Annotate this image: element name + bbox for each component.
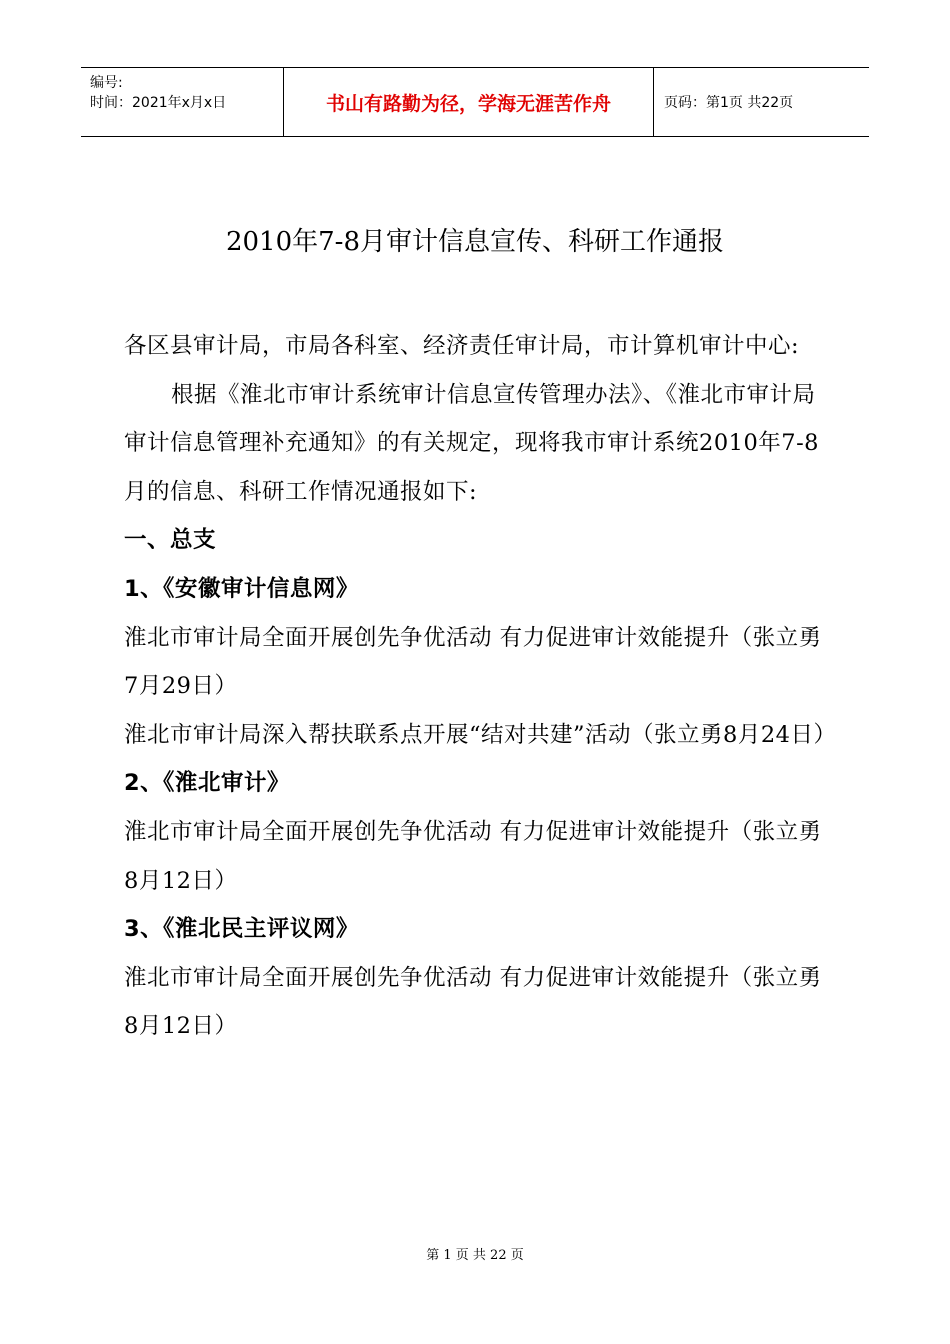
addressee: 各区县审计局，市局各科室、经济责任审计局，市计算机审计中心: <box>124 333 800 359</box>
document-header <box>81 67 869 137</box>
list-item: 淮北市审计局深入帮扶联系点开展“结对共建”活动（张立勇8月24日） <box>124 721 837 748</box>
subsection-heading: 3、《淮北民主评议网》 <box>124 916 359 943</box>
number-label: 编号: <box>90 75 123 91</box>
subsection-heading: 1、《安徽审计信息网》 <box>124 575 359 602</box>
page-footer: 第 1 页 共 22 页 <box>426 1248 524 1263</box>
header-meta <box>81 68 284 136</box>
document-body <box>124 322 837 1051</box>
header-page-info: 页码：第1页 共22页 <box>664 95 794 111</box>
section-heading: 一、总支 <box>124 527 217 554</box>
list-item: 淮北市审计局全面开展创先争优活动 有力促进审计效能提升（张立勇8月12日） <box>124 964 822 1040</box>
subsection-heading: 2、《淮北审计》 <box>124 770 290 797</box>
header-motto: 书山有路勤为径，学海无涯苦作舟 <box>284 68 654 136</box>
time-label: 时间：2021年x月x日 <box>90 95 227 111</box>
list-item: 淮北市审计局全面开展创先争优活动 有力促进审计效能提升（张立勇7月29日） <box>124 624 822 700</box>
list-item: 淮北市审计局全面开展创先争优活动 有力促进审计效能提升（张立勇8月12日） <box>124 818 822 894</box>
document-title: 2010年7-8月审计信息宣传、科研工作通报 <box>225 227 725 257</box>
intro-paragraph: 根据《淮北市审计系统审计信息宣传管理办法》、《淮北市审计局审计信息管理补充通知》的有关规定，现将我市审计系统2010年7-8月的信息、科研工作情况通报如下: <box>124 381 819 505</box>
